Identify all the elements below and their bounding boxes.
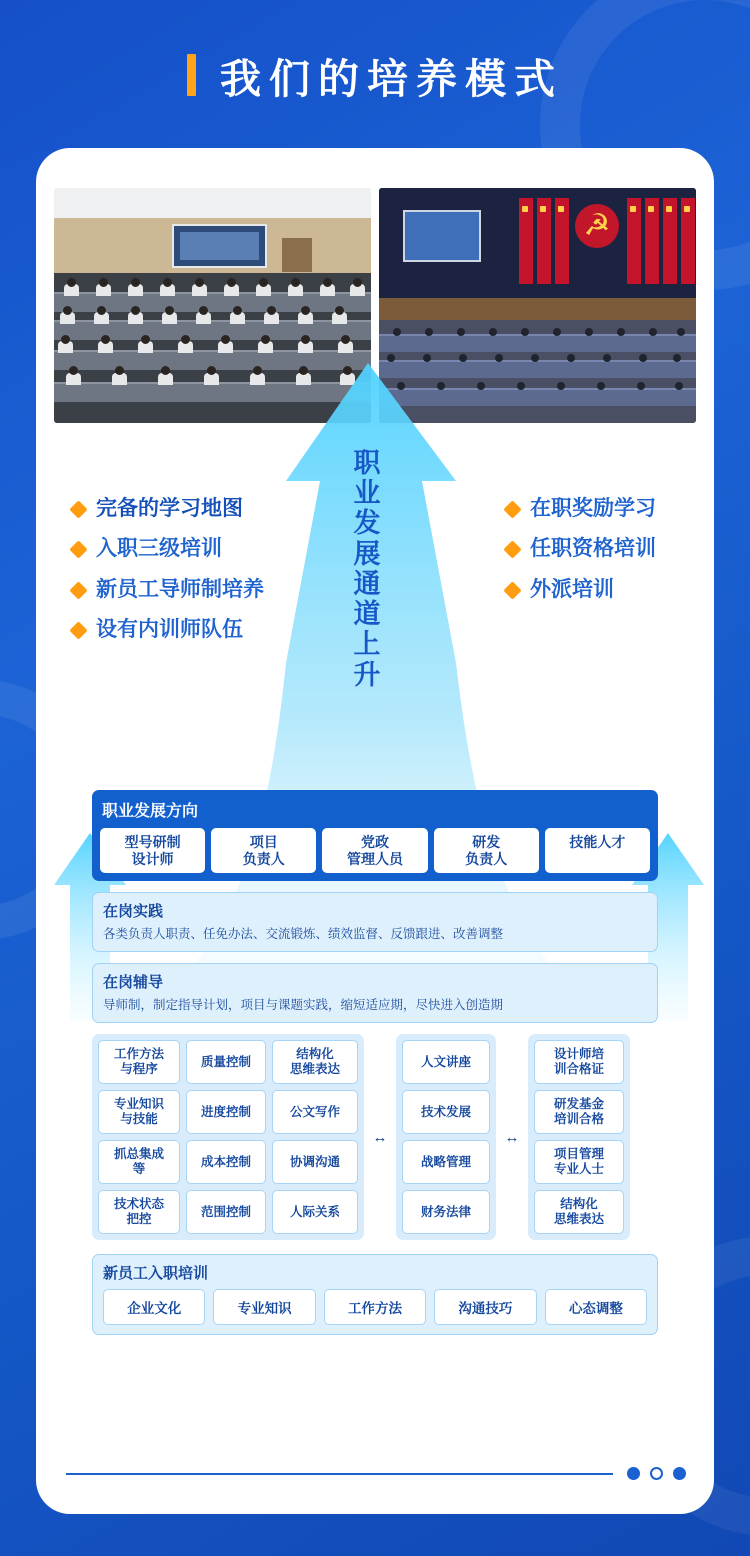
matrix-cell[interactable]: 人文讲座 [402,1040,490,1084]
matrix-group-right [528,1034,630,1240]
matrix-link-arrow-right: ↔ [504,1128,520,1146]
bullet-item [506,577,714,603]
matrix-cell[interactable]: 工作方法 与程序 [98,1040,180,1084]
matrix-cell[interactable]: 质量控制 [186,1040,266,1084]
diamond-bullet-icon [69,500,87,518]
arrow-label-char: 职 [353,448,383,478]
bullet-item [72,536,322,562]
matrix-cell[interactable]: 结构化 思维表达 [272,1040,358,1084]
new-employee-chip[interactable]: 心态调整 [545,1289,647,1325]
matrix-cell[interactable]: 协调沟通 [272,1140,358,1184]
arrow-label-char: 道 [353,599,383,630]
matrix-cell[interactable]: 进度控制 [186,1090,266,1134]
arrow-vertical-label [338,448,398,690]
matrix-cell[interactable]: 战略管理 [402,1140,490,1184]
matrix-cell[interactable]: 项目管理 专业人士 [534,1140,624,1184]
matrix-column-5 [534,1040,624,1234]
matrix-cell[interactable]: 技术状态 把控 [98,1190,180,1234]
new-employee-chip[interactable]: 沟通技巧 [434,1289,536,1325]
career-direction-chip[interactable]: 型号研制 设计师 [100,828,205,873]
matrix-cell[interactable]: 人际关系 [272,1190,358,1234]
matrix-column-2 [186,1040,266,1234]
footer-divider [66,1473,613,1475]
matrix-column-3 [272,1040,358,1234]
career-direction-title: 职业发展方向 [102,803,199,820]
pagination-dot-2[interactable] [650,1467,663,1480]
matrix-group-left [92,1034,364,1240]
arrow-label-char: 升 [353,659,383,690]
matrix-link-arrow-left: ↔ [372,1128,388,1146]
matrix-cell[interactable]: 技术发展 [402,1090,490,1134]
bullet-label: 完备的学习地图 [96,497,243,520]
on-job-coaching-desc: 导师制，制定指导计划，项目与课题实践，缩短适应期，尽快进入创造期 [103,998,504,1013]
career-direction-chip[interactable]: 党政 管理人员 [322,828,427,873]
page-title [0,0,750,150]
career-flow-diagram [92,790,658,1335]
footer-pagination [66,1467,686,1480]
bullet-label: 任职资格培训 [530,537,656,561]
matrix-cell[interactable]: 抓总集成 等 [98,1140,180,1184]
matrix-column-1 [98,1040,180,1234]
matrix-group-middle [396,1034,496,1240]
career-direction-chip[interactable]: 研发 负责人 [434,828,539,873]
pagination-dot-1[interactable] [627,1467,640,1480]
bullet-label: 在职奖励学习 [530,497,656,520]
training-matrix [92,1034,658,1240]
on-job-practice-desc: 各类负责人职责、任免办法、交流锻炼、绩效监督、反馈跟进、改善调整 [103,927,504,942]
career-direction-chip-row [100,828,650,873]
matrix-cell[interactable]: 设计师培 训合格证 [534,1040,624,1084]
matrix-cell[interactable]: 公文写作 [272,1090,358,1134]
arrow-label-char: 上 [353,629,383,660]
new-employee-chip[interactable]: 企业文化 [103,1289,205,1325]
new-employee-chip[interactable]: 工作方法 [324,1289,426,1325]
career-direction-chip[interactable]: 项目 负责人 [211,828,316,873]
diamond-bullet-icon [503,541,521,559]
matrix-cell[interactable]: 结构化 思维表达 [534,1190,624,1234]
matrix-cell[interactable]: 成本控制 [186,1140,266,1184]
matrix-cell[interactable]: 范围控制 [186,1190,266,1234]
bullet-label: 新员工导师制培养 [96,577,264,601]
diamond-bullet-icon [69,541,87,559]
on-job-coaching-title: 在岗辅导 [103,974,164,992]
title-accent-bar [187,54,196,96]
bullet-item [72,577,322,603]
arrow-label-char: 业 [353,478,383,509]
new-employee-chip-row [103,1289,647,1325]
bullet-list-right [506,496,714,617]
on-job-practice-panel [92,892,658,952]
arrow-label-char: 通 [353,568,383,599]
matrix-cell[interactable]: 研发基金 培训合格 [534,1090,624,1134]
bullet-label: 设有内训师队伍 [96,617,243,641]
bullet-label: 外派培训 [530,577,614,601]
career-direction-panel [92,790,658,881]
bullet-item [506,536,714,562]
pagination-dot-3[interactable] [673,1467,686,1480]
page-title-text: 我们的培养模式 [220,55,563,102]
career-direction-chip[interactable]: 技能人才 [545,828,650,873]
pagination-dots[interactable] [627,1467,686,1480]
bullet-item [72,496,322,522]
diamond-bullet-icon [503,581,521,599]
arrow-label-char: 展 [353,538,383,569]
content-card [36,148,714,1514]
new-employee-chip[interactable]: 专业知识 [213,1289,315,1325]
bullet-item [506,496,714,522]
bullet-item [72,617,322,643]
on-job-practice-title: 在岗实践 [103,903,164,921]
diamond-bullet-icon [69,581,87,599]
bullet-label: 入职三级培训 [96,537,222,561]
arrow-label-char: 发 [353,508,383,539]
on-job-coaching-panel [92,963,658,1023]
diamond-bullet-icon [69,621,87,639]
new-employee-training-title: 新员工入职培训 [103,1265,209,1283]
matrix-column-4 [402,1040,490,1234]
bullet-list-left [72,496,322,657]
new-employee-training-panel [92,1254,658,1335]
diamond-bullet-icon [503,500,521,518]
matrix-cell[interactable]: 财务法律 [402,1190,490,1234]
matrix-cell[interactable]: 专业知识 与技能 [98,1090,180,1134]
